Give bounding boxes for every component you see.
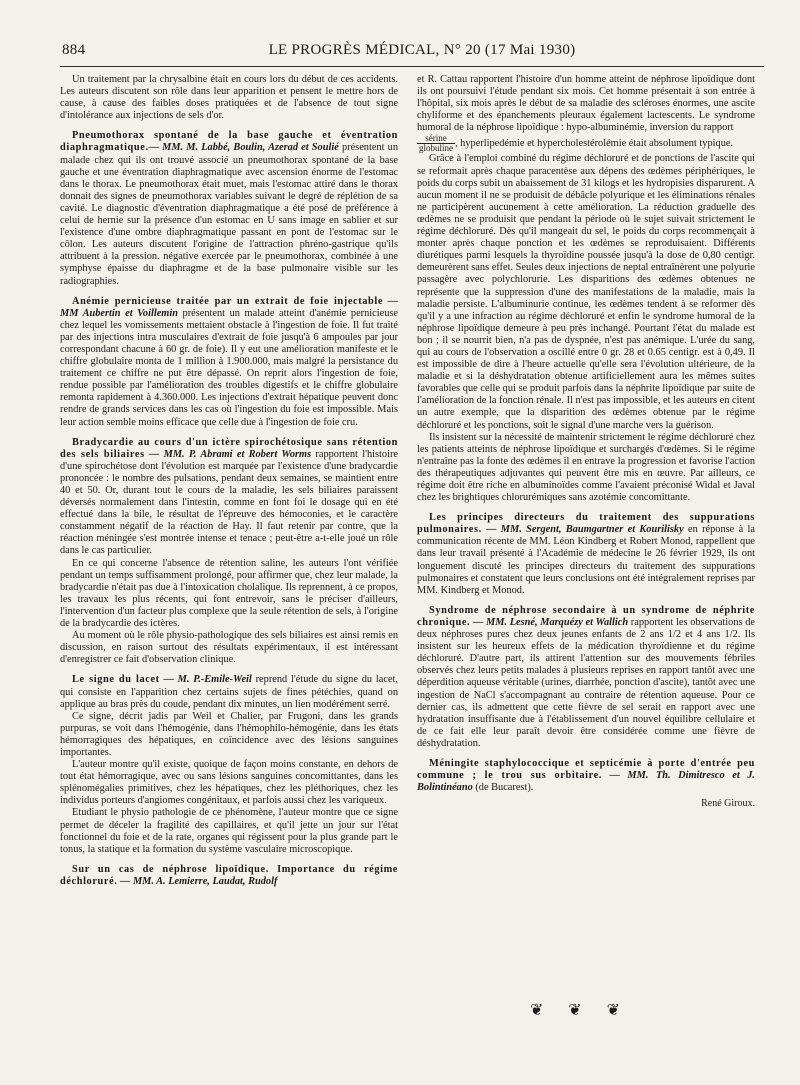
header-rule xyxy=(60,66,764,67)
section-text: (de Bucarest). xyxy=(472,782,534,794)
page-header xyxy=(62,42,762,62)
formula-paragraph xyxy=(417,134,755,153)
paragraph-text: Un traitement par la chrysalbine était en cours lors du début de ces accidents. Les auteurs discutent son rôle dans leur apparition et pensent le mettre hors de cause, à cause des faibles doses pratiquées et de l'absence de tout signe d'intolérance aux injections de sels d'or. xyxy=(60,74,398,122)
section-paragraph xyxy=(417,512,755,597)
section-paragraph xyxy=(60,674,398,710)
section-authors: — MM. P. Abrami et Robert Worms xyxy=(144,448,312,460)
ornament-glyph: ❦ xyxy=(568,1002,582,1019)
paragraph xyxy=(60,74,398,122)
fraction-denominator: globuline xyxy=(419,143,453,154)
section-title: Pneumothorax spontané de la base gauche et éventration diaphragmatique. xyxy=(60,130,398,154)
author-signature: René Giroux. xyxy=(701,798,755,810)
section-text: rapportent les observations de deux néphroses pures chez deux jeunes enfants de 2 ans 1/2 et 4 ans 1/2. Ils insistent sur les heureux effets de la médication thyroïdienne et du régime déchloruré. D'autre part, ils attirent l'attention sur des mouvements fébriles observés chez leurs petits malades à plusieurs reprises en rapport tantôt avec une déperdition aqueuse véritable (urines, diarrhée, ponction d'ascite), tantôt avec une ingestion de NaCl s'accompagnant au contraire de rétention aqueuse. Pour ce dernier cas, ils admettent que cette fièvre de sel serait en rapport avec une hydratation insuffisante due à l'établissement d'un nouvel équilibre cellulaire et de ce fait elle leur paraît devoir être considérée comme une fièvre de déshydratation. xyxy=(417,616,756,749)
paragraph xyxy=(60,807,398,855)
section-text: reprend l'étude du signe du lacet, qui consiste en l'apparition chez certains sujets de fines pétéchies, quand on applique au bras près du coude, pendant dix minutes, un lien modérément serré. xyxy=(60,674,399,710)
section-title: Anémie pernicieuse traitée par un extrait de foie injectable xyxy=(72,295,384,307)
section-title: Les principes directeurs du traitement des suppurations pulmonaires. xyxy=(417,512,755,536)
paragraph-text: Etudiant le physio pathologie de ce phénomène, l'auteur montre que ce signe permet de déceler la fragilité des capillaires, et qu'il jette un jour sur l'état fonctionnel du foie et de la rate, organes qui régissent pour la plus grande part le tonus, la statique et la formation du système vasculaire microscopique. xyxy=(60,807,398,855)
section-paragraph xyxy=(60,130,398,287)
paragraph-text: Ils insistent sur la nécessité de maintenir strictement le régime déchloruré chez les patients atteints de néphrose lipoïdique et surchargés d'œdèmes. Si le régime n'entraîne pas la fonte des œdèmes il en entrave la progression et favorise l'action des thérapeutiques adjuvantes qui peuvent être mis en œuvre. Par ailleurs, ce régime doit être riche en albuminoïdes comme l'avaient préconisé Widal et Javal chez les brightiques chlorurémiques sans azotémie concomittante. xyxy=(417,431,755,504)
section-title: Bradycardie au cours d'un ictère spirochétosique sans rétention des sels biliaires xyxy=(60,436,398,460)
section-authors: — M. P.-Emile-Weil xyxy=(159,674,252,686)
paragraph-text: et R. Cattau rapportent l'histoire d'un homme atteint de néphrose lipoïdique dont ils ont poursuivi l'étude pendant six mois. Cet homme présentait à son entrée à l'hôpital, six mois après le début de sa maladie des scléroses énormes, une ascite chyliforme et des épanchements pleuraux également lactescents. Le syndrome humoral de la néphrose lipoïdique : hypo-albuminémie, inversion du rapport xyxy=(417,74,755,134)
section-paragraph xyxy=(60,864,398,888)
section-text: en réponse à la communication récente de MM. Léon Kindberg et Robert Monod, rappellent que dans leur travail présenté à l'Académie de médecine le 26 février 1929, ils ont longuement discuté les principes directeurs du traitement des suppurations pulmonaires et constatent que leurs conclusions ont été intégralement reprises par MM. Kindberg et Monod. xyxy=(417,524,755,596)
section-paragraph xyxy=(417,605,755,750)
section-text: présentent un malade atteint d'anémie pernicieuse chez lequel les vomissements mettaient obstacle à l'ingestion de foie. Il fut traité par des injections intra musculaires d'extrait de foie jusqu'à 6 ampoules par jour correspondant chacune à 60 gr. de foie). Il y eut une amélioration manifeste et le chiffre globulaire monta de 1 million à 1.900.000, mais malgré la persistance du traitement ce chiffre ne put être dépassé. On reprit alors l'ingestion de foie, rendue possible par l'amélioration des troubles digestifs et le chiffre globulaire remonta rapidement à 4.360.000. Les injections d'extrait hépatique peuvent donc rendre de grands services dans les cas où l'ingestion du foie est impossible. Mais leur action semble moins efficace que celle due à l'ingestion de foie cru. xyxy=(60,307,399,428)
section-title: Sur un cas de néphrose lipoïdique. Importance du régime déchloruré. xyxy=(60,863,398,887)
left-column xyxy=(60,74,398,888)
paragraph-text: Ce signe, décrit jadis par Weil et Chalier, par Frugoni, dans les grands purpuras, se voit dans l'hémogénie, dans l'hémophilo-hémogénie, dans les états hémorragiques des hépatiques, en coïncidence avec des lésions sanguines importantes. xyxy=(60,710,398,758)
right-column xyxy=(417,74,755,810)
section-authors: — MM. Sergent, Baumgartner et Kourilisky xyxy=(481,524,684,536)
section-text: présentent un malade chez qui ils ont trouvé associé un pneumothorax spontané de la base gauche et une éventration diaphragmatique avec ascension énorme de l'estomac dans le thorax. Le pneumothorax était muet, mais l'estomac attiré dans le thorax donnait des signes de pneumothorax variables suivant le degré de réplétion de sa cavité. Le diagnostic d'éventration diaphragmatique a été posé de préférence à celui de hernie sur la présence d'un estomac en U sans image en sablier et sur l'existence d'une ombre diaphragmatique passant en pont de l'estomac sur le côlon. Les auteurs discutent l'origine de l'attraction phréno-gastrique qu'ils attribuent à la pression. négative exercée par le pneumothorax, combinée à une symphyse épaisse du diaphragme et de la base pulmonaire visible sur les radiographies. xyxy=(60,142,398,287)
paragraph xyxy=(60,630,398,666)
paragraph xyxy=(60,558,398,631)
section-text: rapportent l'histoire d'une spirochétose dont l'évolution est marquée par l'existence d'une bradycardie prononcée : le nombre des pulsations, pendant deux semaines, se maintient entre 40 et 50. Or, durant tout le cours de la maladie, les sels biliaires paraissent déversés normalement dans l'intestin, comme en font foi le dosage qui en été effectué dans la bile, le résultat de l'épreuve des hémoconies, et le caractère constamment négatif de la réaction de Hay. Il faut retenir par contre, que la réaction méningée s'est montrée intense et tenace ; peut-être a-t-elle joué un rôle dans le cas particulier. xyxy=(60,448,398,557)
ornament-glyph: ❦ xyxy=(606,1002,620,1019)
paragraph xyxy=(60,759,398,807)
section-authors: — MM. A. Lemierre, Laudat, Rudolf xyxy=(117,875,278,887)
section-authors: — MM. Th. Dimitresco et J. Bolintinéano xyxy=(417,770,756,794)
fraction xyxy=(417,134,455,153)
paragraph xyxy=(60,711,398,759)
paragraph xyxy=(417,74,755,134)
section-paragraph xyxy=(60,437,398,558)
paragraph-text: Grâce à l'emploi combiné du régime déchloruré et de ponctions de l'ascite qui se reformait après chaque paracentèse aux dépens des œdèmes périphériques, le poids du corps subit un abaissement de 31 kilogs et les hydropisies disparurent. A aucun moment il ne se produisit de débâcle polyurique et les éliminations rénales ne participèrent aucunement à cette amélioration. La réduction graduelle des œdèmes ne se produisit que pendant la période où le sujet suivait strictement le régime déchloruré. Dès qu'il mangeait du sel, le poids du corps recommençait à monter après chaque ponction et les œdèmes se reproduisaient. Différents diurétiques parmi lesquels la thyroïdine poussée jusqu'à la dose de 0,80 centigr. demeurèrent sans effet. Seules deux injections de neptal entraînèrent une polyurie passagère avec polychlorurie. Les disparitions des œdèmes obtenues ne représente que la suppression d'une des manifestations de la maladie, mais la maladie persiste. L'albuminurie continue, les œdèmes tendent à se reformer dès qu'il y a une infraction au régime déchloruré et enfin le syndrome humoral de la néphrose lipoïdique demeure à peu près inchangé. Pourtant l'état du malade est bon ; il se nourrit bien, n'a pas de dyspnée, n'est pas anémique. L'urée du sang, qui au cours de l'observation a oscillé entre 0 gr. 28 et 0.65 centigr. est à 0,49. Il est impossible de dire à l'heure actuelle qu'elle sera l'évolution ultérieure, de la maladie et si la déshydratation obtenue artificiellement aura les mêmes suites favorables que celle qui se produit parfois dans la néphrite lipoïdique par suite de l'amélioration de la fonction rénale. Il n'est pas impossible, et les auteurs en citent un autre exemple, que la disparition des œdèmes obtenue par le régime déchloruré et les ponctions, soit le signal d'une marche vers la guérison. xyxy=(417,153,755,431)
ornament-glyph: ❦ xyxy=(530,1002,544,1019)
section-authors: — MM. M. Labbé, Boulin, Azerad et Soulié xyxy=(148,142,339,154)
section-title: Méningite staphylococcique et septicémie à porte d'entrée peu commune ; le trou sus orbitaire. xyxy=(417,757,755,782)
paragraph-text: Au moment où le rôle physio-pathologique des sels biliaires est ainsi remis en discussion, en raison surtout des résultats expérimentaux, il est intéressant d'enregistrer ce fait d'observation clinique. xyxy=(60,630,398,666)
section-paragraph xyxy=(417,758,755,794)
formula-tail: , hyperlipedémie et hypercholestérolémie était absolument typique. xyxy=(455,138,734,150)
journal-title: LE PROGRÈS MÉDICAL, N° 20 (17 Mai 1930) xyxy=(268,42,576,58)
section-authors: — MM. Lesné, Marquézy et Wallich xyxy=(470,616,629,628)
fraction-numerator: sérine xyxy=(417,134,455,144)
section-title: Le signe du lacet xyxy=(72,674,160,686)
paragraph xyxy=(417,153,755,431)
section-title: Syndrome de néphrose secondaire à un syndrome de néphrite chronique. xyxy=(417,604,755,628)
paragraph-text: L'auteur montre qu'il existe, quoique de façon moins constante, en dehors de tout état hémorragique, avec ou sans lésions sanguines concomittantes, dans les splénomégalies primitives, chez les hépatiques, chez les pléthoriques, chez les individus porteurs d'angiomes congénitaux, et parfois aussi chez les variqueux. xyxy=(60,759,398,807)
paragraph-text: En ce qui concerne l'absence de rétention saline, les auteurs l'ont vérifiée pendant un temps suffisamment prolongé, pour affirmer que, chez leur malade, la bradycardie n'était pas due à l'intoxication cholalique. Ils reprennent, à ce propos, les travaux les plus récents, qui font entrevoir, sans le préciser d'ailleurs, l'intervention d'un facteur plus complexe que la seule rétention de sels, à l'origine de la bradycardie des ictères. xyxy=(60,557,398,630)
end-ornament xyxy=(530,1000,620,1020)
paragraph xyxy=(417,432,755,505)
section-authors: — MM Aubertin et Voillemin xyxy=(60,295,398,319)
page-number: 884 xyxy=(62,42,86,58)
section-paragraph xyxy=(60,296,398,429)
